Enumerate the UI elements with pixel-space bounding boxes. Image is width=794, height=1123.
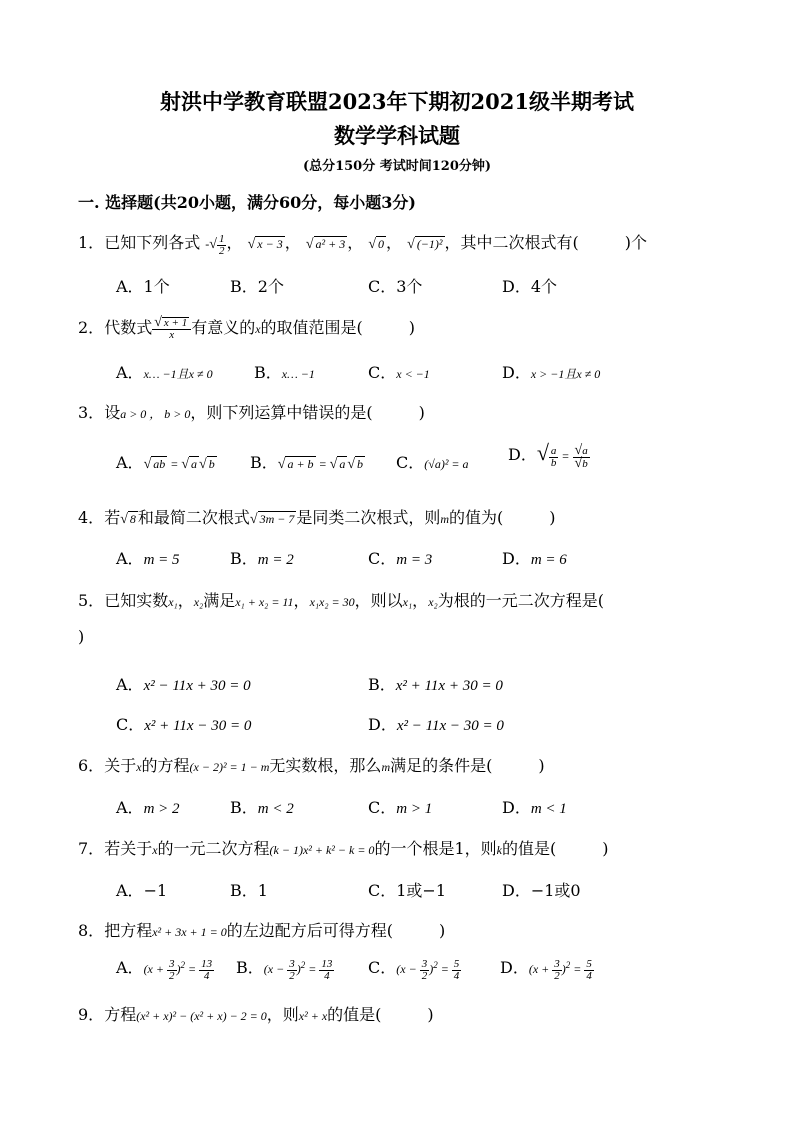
q2-option-b: B．x… −1: [254, 363, 315, 382]
q3-option-b: B．√ a + b = √ a √ b: [250, 453, 364, 472]
section-heading: 一. 选择题(共20小题，满分60分，每小题3分): [78, 193, 416, 212]
expr-3: √ a² + 3: [305, 237, 346, 252]
q3-option-d: D．√ $\frac{a}{b}$ = $\frac{√a}{√b}$: [508, 440, 588, 471]
q7-option-c: C．1或−1: [368, 881, 447, 900]
q3-option-c: C．(√a)² = a: [396, 453, 469, 472]
question-5-close: ): [78, 627, 85, 646]
q4-option-c: C．m = 3: [368, 549, 433, 568]
q8-option-d: D．(x + $\frac{3}{2}$ )$^2$ = $\frac{5}{4}$: [500, 957, 592, 982]
exam-title: 射洪中学教育联盟2023年下期初2021级半期考试: [160, 89, 634, 114]
question-2: 2．代数式 $\frac{√ x + 1}{x}$ 有意义的x的取值范围是( ): [78, 314, 416, 341]
q4-option-b: B．m = 2: [230, 549, 294, 568]
fraction: $\frac{√ x + 1}{x}$: [152, 317, 191, 341]
q6-option-a: A．m > 2: [116, 798, 180, 817]
question-4: 4．若√ 8 和最简二次根式√ 3m − 7 是同类二次根式，则m的值为( ): [78, 508, 556, 527]
q5-option-a: A．x² − 11x + 30 = 0: [116, 675, 251, 694]
expr-4: √ 0: [368, 237, 385, 252]
question-8: 8．把方程x² + 3x + 1 = 0的左边配方后可得方程( ): [78, 921, 446, 940]
q6-option-b: B．m < 2: [230, 798, 294, 817]
exam-info: (总分150分 考试时间120分钟): [302, 159, 492, 174]
expr-5: √ (−1)²: [407, 237, 443, 252]
question-1: 1．已知下列各式 -√ $\frac{1}{2}$ ， √ x − 3 ， √ a² + 3 ， √ 0 ， √ (−1)² ，其中二次根式有( )个: [78, 232, 647, 257]
q7-option-d: D．−1或0: [502, 881, 581, 900]
q5-option-c: C．x² + 11x − 30 = 0: [116, 715, 252, 734]
q8-option-a: A．(x + $\frac{3}{2}$ )$^2$ = $\frac{13}{4}$: [116, 957, 213, 982]
q6-option-d: D．m < 1: [502, 798, 567, 817]
exam-subject: 数学学科试题: [334, 123, 460, 148]
q4-option-a: A．m = 5: [116, 549, 180, 568]
q5-option-b: B．x² + 11x + 30 = 0: [368, 675, 503, 694]
q7-option-b: B．1: [230, 881, 268, 900]
expr-1: -√ $\frac{1}{2}$: [205, 232, 225, 257]
q3-option-a: A．√ ab = √ a √ b: [116, 453, 215, 472]
q1-option-c: C．3个: [368, 277, 423, 296]
question-5: 5．已知实数x₁，x₂满足x₁ + x₂ = 11，x₁x₂ = 30，则以x₁，x₂为根的一元二次方程是(: [78, 591, 604, 610]
question-6: 6．关于x的方程(x − 2)² = 1 − m无实数根，那么m满足的条件是( ): [78, 756, 545, 775]
q1-option-b: B．2个: [230, 277, 284, 296]
q1-option-d: D．4个: [502, 277, 558, 296]
question-3: 3．设a > 0 ， b > 0，则下列运算中错误的是( ): [78, 403, 425, 422]
q2-option-a: A．x… −1且x ≠ 0: [116, 363, 213, 382]
q4-option-d: D．m = 6: [502, 549, 567, 568]
q8-option-c: C．(x − $\frac{3}{2}$ )$^2$ = $\frac{5}{4}$: [368, 957, 460, 982]
expr-2: √ x − 3: [247, 237, 283, 252]
q6-option-c: C．m > 1: [368, 798, 433, 817]
question-7: 7．若关于x的一元二次方程(k − 1)x² + k² − k = 0的一个根是1，则k的值是( ): [78, 839, 609, 858]
q8-option-b: B．(x − $\frac{3}{2}$ )$^2$ = $\frac{13}{4}$: [236, 957, 333, 982]
q1-option-a: A．1个: [116, 277, 170, 296]
question-9: 9．方程(x² + x)² − (x² + x) − 2 = 0，则x² + x的值是( ): [78, 1005, 434, 1024]
q2-option-d: D．x > −1且x ≠ 0: [502, 363, 601, 382]
q7-option-a: A．−1: [116, 881, 168, 900]
q2-option-c: C．x < −1: [368, 363, 430, 382]
q5-option-d: D．x² − 11x − 30 = 0: [368, 715, 504, 734]
